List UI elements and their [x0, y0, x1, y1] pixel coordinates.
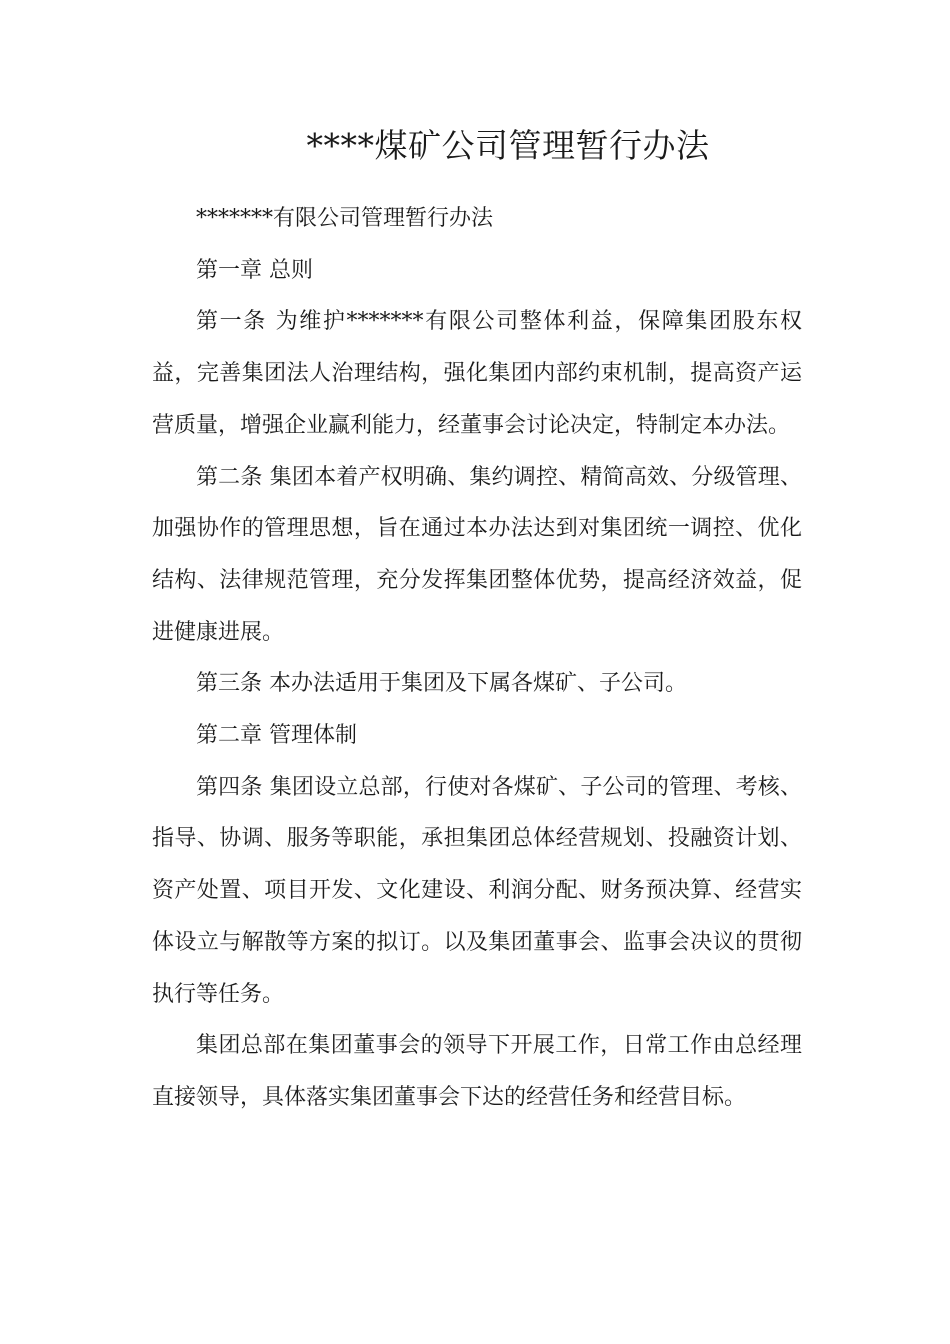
article-1: 第一条 为维护*******有限公司整体利益，保障集团股东权益，完善集团法人治理结构，强化集团内部约束机制，提高资产运营质量，增强企业赢利能力，经董事会讨论决定，特制定本办法。 — [152, 309, 802, 438]
document-body — [152, 193, 802, 1124]
article-3: 第三条 本办法适用于集团及下属各煤矿、子公司。 — [196, 671, 687, 697]
article-2: 第二条 集团本着产权明确、集约调控、精简高效、分级管理、加强协作的管理思想，旨在通过本办法达到对集团统一调控、优化结构、法律规范管理，充分发挥集团整体优势，提高经济效益，促进健康进展。 — [152, 464, 802, 645]
article-4: 第四条 集团设立总部，行使对各煤矿、子公司的管理、考核、指导、协调、服务等职能，承担集团总体经营规划、投融资计划、资产处置、项目开发、文化建设、利润分配、财务预决算、经营实体设立与解散等方案的拟订。以及集团董事会、监事会决议的贯彻执行等任务。 — [152, 774, 802, 1007]
chapter-heading-2: 第二章 管理体制 — [196, 723, 357, 749]
subtitle-line: *******有限公司管理暂行办法 — [196, 206, 494, 231]
paragraph-headquarters: 集团总部在集团董事会的领导下开展工作，日常工作由总经理直接领导，具体落实集团董事会下达的经营任务和经营目标。 — [152, 1033, 802, 1110]
document-title: ****煤矿公司管理暂行办法 — [306, 126, 710, 165]
chapter-heading-1: 第一章 总则 — [196, 257, 313, 283]
